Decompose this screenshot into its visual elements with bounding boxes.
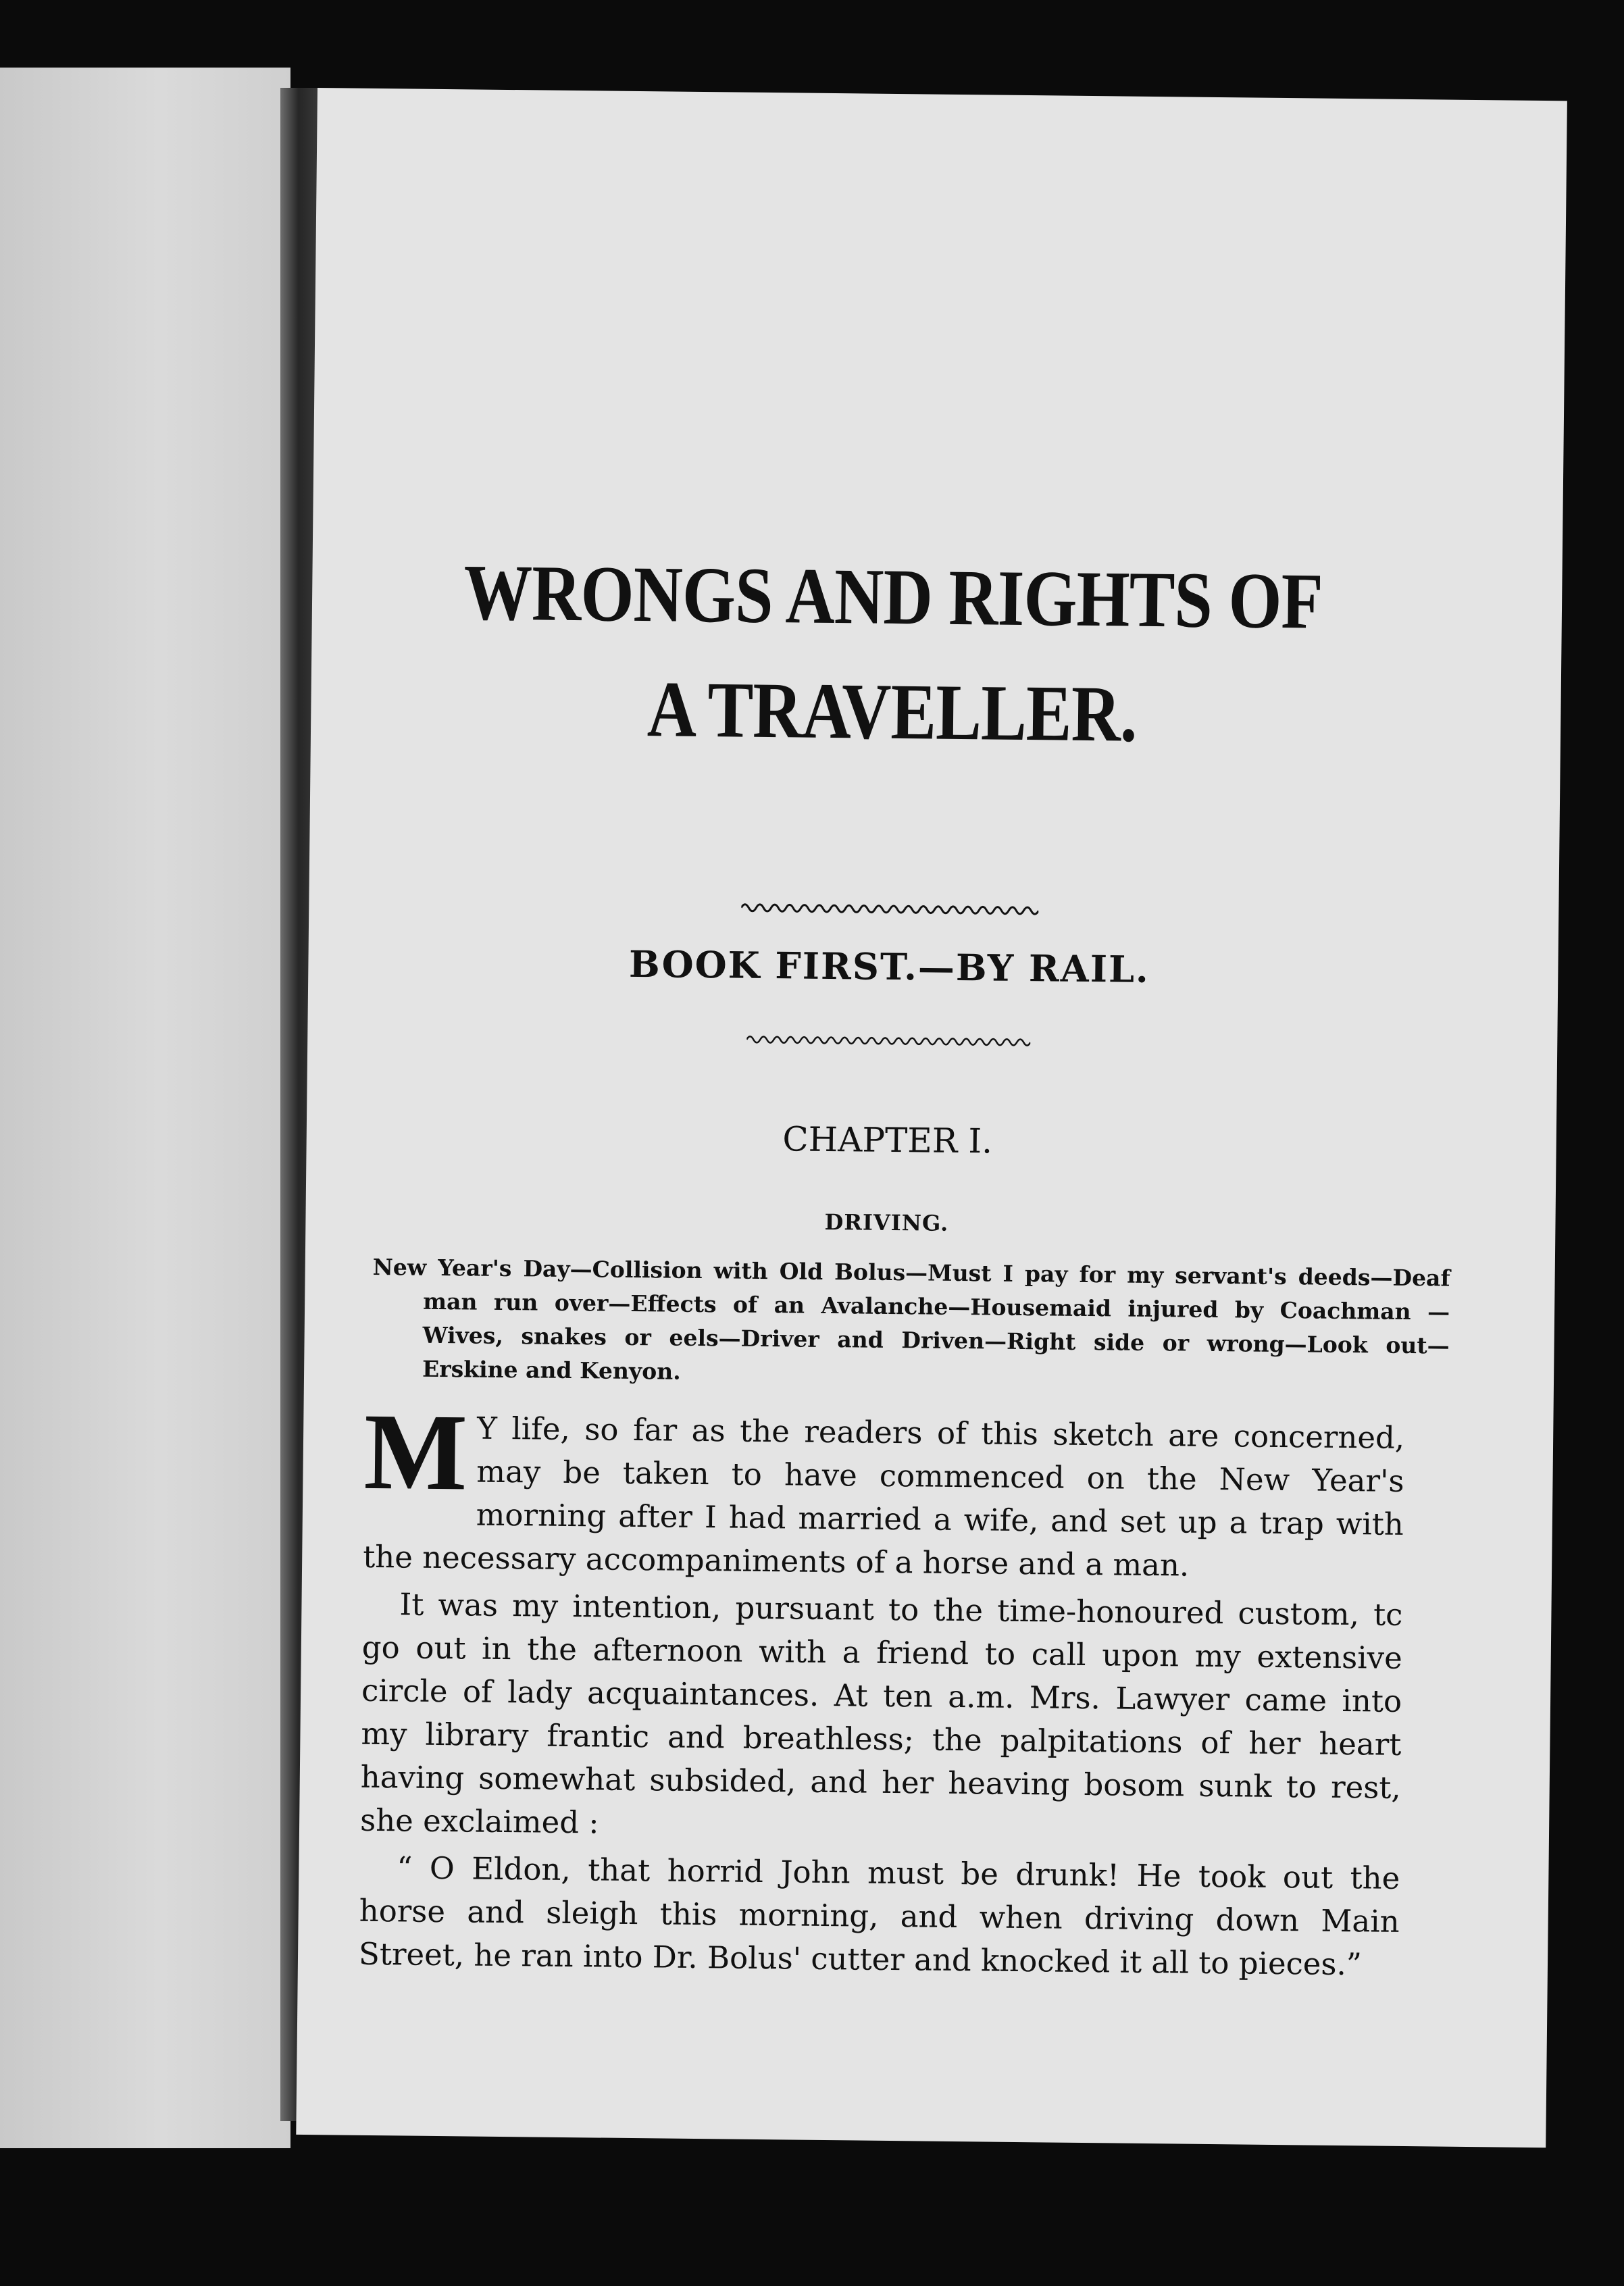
paragraph-1 [362, 1391, 1405, 1590]
drop-cap: M [363, 1391, 468, 1514]
chapter-number: CHAPTER I. [782, 1119, 993, 1161]
facing-page [0, 68, 290, 2148]
ornamental-rule-bottom [368, 1027, 1409, 1059]
chapter-synopsis: New Year's Day—Collision with Old Bolus—Must I pay for my servant's deeds—Deaf man run over—Effects of an Avalanche—Housemaid injured by Coachman —Wives, snakes or eels—Driver and Driven—Right side or wrong—Look out—Erskine and Kenyon. [372, 1253, 1450, 1385]
body-text [358, 1391, 1405, 1991]
page-content [358, 88, 1450, 1983]
paragraph-1-text: Y life, so far as the readers of this sketch are concerned, may be taken to have commenced on the New Year's morning after I had married a wife, and set up a trap with the necessary accompaniments of a horse and a man. [362, 1410, 1405, 1583]
book-page [296, 88, 1567, 2148]
paragraph-3: “ O Eldon, that horrid John must be drunk! He took out the horse and sleigh this morning, and when driving down Main Street, he ran into Dr. Bolus' cutter and knocked it all to pieces.” [358, 1850, 1400, 1983]
chapter-subtitle: DRIVING. [824, 1209, 949, 1236]
ornamental-rule-top [370, 896, 1410, 927]
book-heading: BOOK FIRST.—BY RAIL. [628, 942, 1150, 991]
paragraph-2: It was my intention, pursuant to the time-honoured custom, tc go out in the afternoon with a friend to call upon my extensive circle of lady acquaintances. At ten a.m. Mrs. Lawyer came into my library frantic and breathless; the palpitations of her heart having somewhat subsided, and her heaving bosom sunk to rest, she exclaimed : [359, 1586, 1403, 1841]
book-title: WRONGS AND RIGHTS OF A TRAVELLER. [463, 548, 1323, 759]
